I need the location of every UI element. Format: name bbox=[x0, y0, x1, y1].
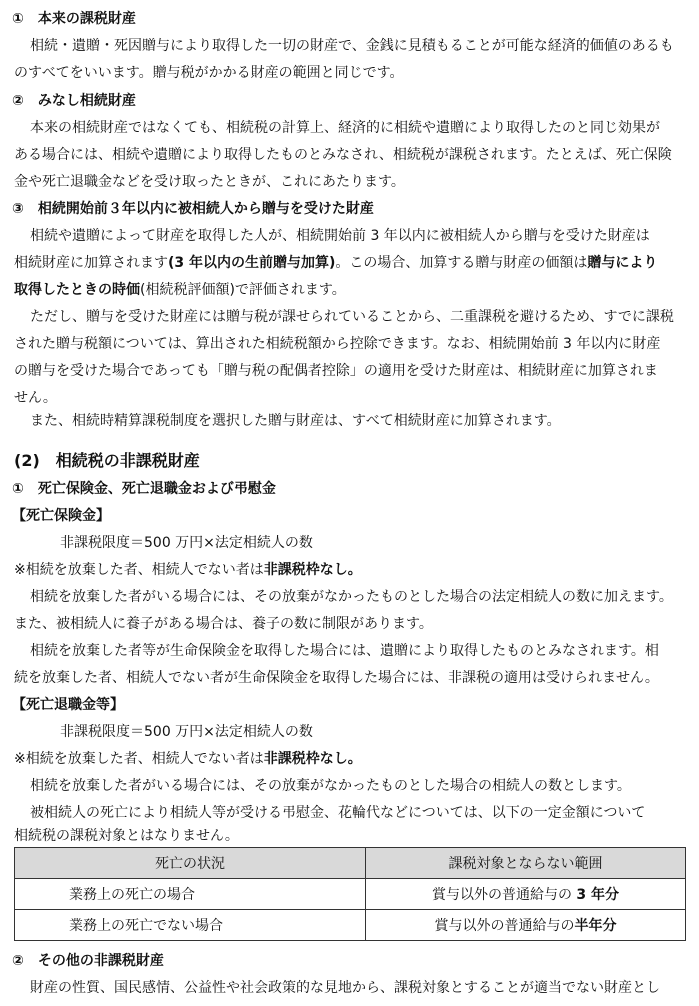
bold-span: 非課税枠なし。 bbox=[263, 562, 362, 578]
formula-line: 非課税限度＝500 万円×法定相続人の数 bbox=[60, 724, 313, 740]
table-cell: 業務上の死亡でない場合 bbox=[15, 910, 366, 941]
heading-deemed-inheritance: ② みなし相続財産 bbox=[12, 93, 136, 109]
paragraph-line: された贈与税額については、算出された相続税額から控除できます。なお、相続開始前 3 年以内に財産 bbox=[14, 336, 661, 352]
note-line bbox=[0, 746, 699, 772]
text-span: 。この場合、加算する贈与財産の価額は bbox=[335, 255, 588, 271]
section-title-non-taxable: (2) 相続税の非課税財産 bbox=[14, 451, 200, 470]
table-cell: 業務上の死亡の場合 bbox=[15, 879, 366, 910]
condolence-table bbox=[14, 847, 686, 941]
text-span: 賞与以外の普通給与の bbox=[431, 887, 577, 903]
text-span: ※相続を放棄した者、相続人でない者は bbox=[14, 562, 264, 578]
formula-line: 非課税限度＝500 万円×法定相続人の数 bbox=[60, 535, 313, 551]
paragraph-line: また、被相続人に養子がある場合は、養子の数に制限があります。 bbox=[14, 616, 433, 632]
paragraph-line: 被相続人の死亡により相続人等が受ける弔慰金、花輪代などについては、以下の一定金額について bbox=[30, 805, 646, 821]
paragraph-line: のすべてをいいます。贈与税がかかる財産の範囲と同じです。 bbox=[14, 65, 404, 81]
bold-span: 半年分 bbox=[574, 918, 617, 934]
paragraph-line: 相続税の課税対象とはなりません。 bbox=[14, 828, 239, 844]
table-cell bbox=[366, 879, 686, 910]
paragraph-line bbox=[0, 250, 699, 276]
heading-gifts-within-3-years: ③ 相続開始前３年以内に被相続人から贈与を受けた財産 bbox=[12, 201, 374, 217]
paragraph-line: 本来の相続財産ではなくても、相続税の計算上、経済的に相続や遺贈により取得したのと同じ効果が bbox=[30, 120, 660, 136]
text-span: ※相続を放棄した者、相続人でない者は bbox=[14, 751, 264, 767]
paragraph-line: の贈与を受けた場合であっても「贈与税の配偶者控除」の適用を受けた財産は、相続財産に加算されま bbox=[14, 363, 658, 379]
text-span: 相続財産に加算されます bbox=[14, 255, 168, 271]
label-death-insurance: 【死亡保険金】 bbox=[12, 508, 110, 524]
paragraph-line: また、相続時精算課税制度を選択した贈与財産は、すべて相続財産に加算されます。 bbox=[30, 413, 561, 429]
heading-original-taxable-assets: ① 本来の課税財産 bbox=[12, 11, 136, 27]
paragraph-line: 相続を放棄した者がいる場合には、その放棄がなかったものとした場合の相続人の数とします。 bbox=[30, 778, 631, 794]
paragraph-line: ある場合には、相続や遺贈により取得したものとみなされ、相続税が課税されます。たとえば、死亡保険 bbox=[14, 147, 672, 163]
paragraph-line: せん。 bbox=[14, 390, 57, 406]
table-row bbox=[15, 879, 686, 910]
paragraph-line bbox=[0, 277, 699, 303]
paragraph-line: 財産の性質、国民感情、公益性や社会政策的な見地から、課税対象とすることが適当でない財産とし bbox=[30, 980, 660, 996]
paragraph-line: 金や死亡退職金などを受け取ったときが、これにあたります。 bbox=[14, 174, 405, 190]
table-row bbox=[15, 910, 686, 941]
table-cell bbox=[366, 910, 686, 941]
paragraph-line: 相続を放棄した者等が生命保険金を取得した場合には、遺贈により取得したものとみなされます。相 bbox=[30, 643, 659, 659]
bold-span: 非課税枠なし。 bbox=[263, 751, 362, 767]
table-header-cell: 課税対象とならない範囲 bbox=[366, 848, 686, 879]
bold-span: 取得したときの時価 bbox=[14, 282, 140, 298]
paragraph-line: 続を放棄した者、相続人でない者が生命保険金を取得した場合には、非課税の適用は受けられません。 bbox=[14, 670, 659, 686]
label-death-retirement: 【死亡退職金等】 bbox=[12, 697, 124, 713]
table-header-row bbox=[15, 848, 686, 879]
paragraph-line: 相続や遺贈によって財産を取得した人が、相続開始前 3 年以内に被相続人から贈与を受けた財産は bbox=[30, 228, 650, 244]
table-header-cell: 死亡の状況 bbox=[15, 848, 366, 879]
text-span: (相続税評価額)で評価されます。 bbox=[140, 282, 346, 298]
note-line bbox=[0, 557, 699, 583]
paragraph-line: 相続を放棄した者がいる場合には、その放棄がなかったものとした場合の法定相続人の数に加えます。 bbox=[30, 589, 673, 605]
heading-death-benefits: ① 死亡保険金、死亡退職金および弔慰金 bbox=[12, 481, 276, 497]
paragraph-line: ただし、贈与を受けた財産には贈与税が課せられていることから、二重課税を避けるため、すでに課税 bbox=[30, 309, 674, 325]
heading-other-non-taxable: ② その他の非課税財産 bbox=[12, 953, 164, 969]
paragraph-line: 相続・遺贈・死因贈与により取得した一切の財産で、金銭に見積もることが可能な経済的価値のあるも bbox=[30, 38, 674, 54]
text-span: 賞与以外の普通給与の bbox=[434, 918, 575, 934]
bold-span: 贈与により bbox=[587, 255, 658, 271]
bold-span: (3 年以内の生前贈与加算) bbox=[168, 255, 336, 271]
bold-span: 3 年分 bbox=[576, 887, 620, 903]
